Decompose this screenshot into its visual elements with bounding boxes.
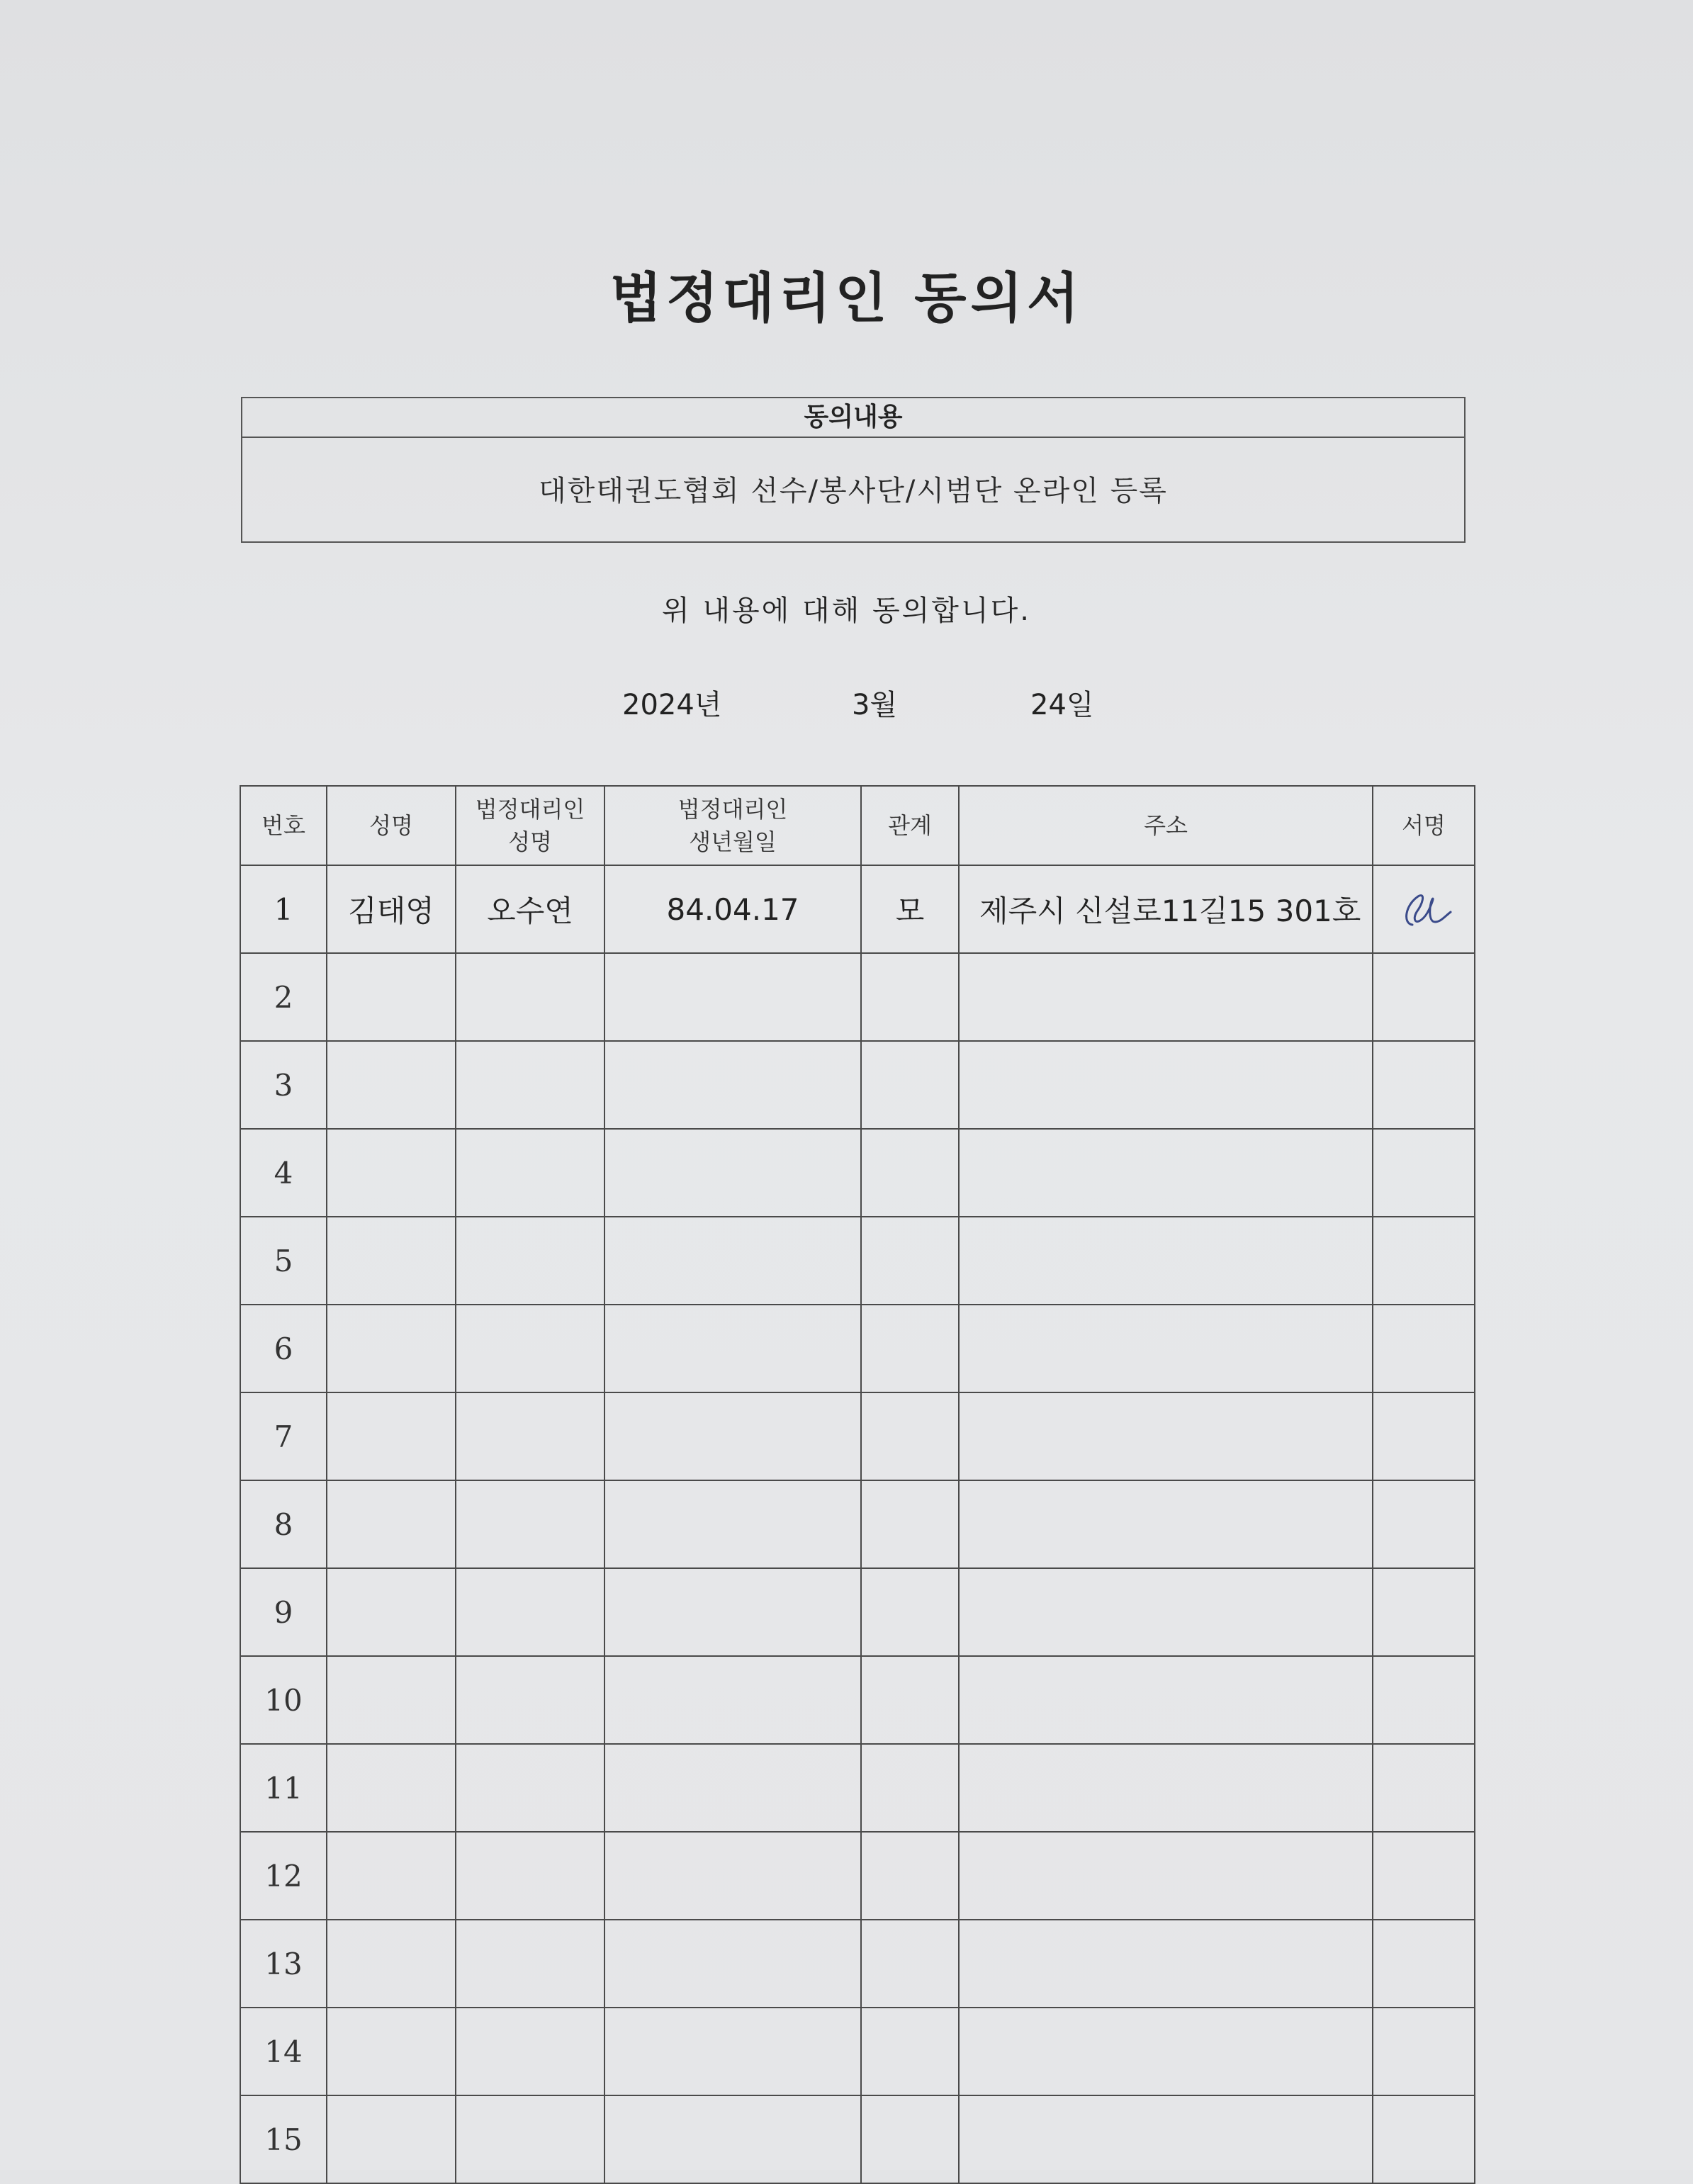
cell-number: 13 — [240, 1920, 327, 2008]
document-title: 법정대리인 동의서 — [609, 266, 1084, 330]
cell-relation — [861, 1920, 959, 2008]
cell-address — [959, 1217, 1373, 1305]
table-row — [240, 1392, 1475, 1480]
cell-relation — [861, 1392, 959, 1480]
cell-address — [959, 1568, 1373, 1656]
cell-guardian-name — [456, 1392, 604, 1480]
cell-relation — [861, 1744, 959, 1832]
cell-signature — [1373, 1129, 1475, 1217]
table-row — [240, 1832, 1475, 1920]
cell-number: 8 — [240, 1480, 327, 1568]
cell-number: 7 — [240, 1392, 327, 1480]
cell-guardian-name — [456, 2008, 604, 2095]
cell-guardian-name — [456, 2095, 604, 2183]
cell-signature — [1373, 1305, 1475, 1392]
cell-address — [959, 953, 1373, 1041]
table-body — [240, 865, 1475, 2183]
cell-name: 김태영 — [327, 865, 456, 953]
cell-guardian-birth: 84.04.17 — [604, 865, 861, 953]
cell-guardian-birth — [604, 1129, 861, 1217]
table-row — [240, 1568, 1475, 1656]
table-row — [240, 2008, 1475, 2095]
table-row — [240, 1129, 1475, 1217]
guardian-table — [240, 785, 1475, 2184]
cell-number: 10 — [240, 1656, 327, 1744]
cell-guardian-birth — [604, 1392, 861, 1480]
cell-guardian-name — [456, 953, 604, 1041]
cell-name — [327, 1392, 456, 1480]
table-row — [240, 1744, 1475, 1832]
header-guardian-birth: 법정대리인 생년월일 — [604, 786, 861, 865]
cell-name — [327, 2095, 456, 2183]
cell-guardian-birth — [604, 953, 861, 1041]
cell-guardian-birth — [604, 1920, 861, 2008]
cell-guardian-name: 오수연 — [456, 865, 604, 953]
header-name: 성명 — [327, 786, 456, 865]
cell-signature — [1373, 1920, 1475, 2008]
cell-guardian-name — [456, 1656, 604, 1744]
table-header-row — [240, 786, 1475, 865]
cell-guardian-birth — [604, 1305, 861, 1392]
cell-relation — [861, 1568, 959, 1656]
cell-relation — [861, 1305, 959, 1392]
cell-relation — [861, 953, 959, 1041]
cell-number: 9 — [240, 1568, 327, 1656]
cell-address — [959, 1656, 1373, 1744]
cell-address — [959, 1041, 1373, 1129]
cell-guardian-birth — [604, 1568, 861, 1656]
cell-relation — [861, 1656, 959, 1744]
cell-guardian-birth — [604, 1656, 861, 1744]
cell-relation — [861, 2095, 959, 2183]
cell-signature — [1373, 1480, 1475, 1568]
cell-guardian-birth — [604, 2008, 861, 2095]
cell-relation — [861, 1832, 959, 1920]
cell-number: 11 — [240, 1744, 327, 1832]
table-row — [240, 1920, 1475, 2008]
cell-address — [959, 1129, 1373, 1217]
cell-name — [327, 1217, 456, 1305]
cell-guardian-name — [456, 1568, 604, 1656]
cell-number: 3 — [240, 1041, 327, 1129]
cell-guardian-name — [456, 1305, 604, 1392]
cell-guardian-name — [456, 1744, 604, 1832]
cell-relation — [861, 1041, 959, 1129]
cell-name — [327, 1041, 456, 1129]
cell-number: 4 — [240, 1129, 327, 1217]
cell-name — [327, 1129, 456, 1217]
cell-number: 5 — [240, 1217, 327, 1305]
cell-number: 2 — [240, 953, 327, 1041]
table-row — [240, 1305, 1475, 1392]
cell-name — [327, 1832, 456, 1920]
cell-address — [959, 1920, 1373, 2008]
cell-number: 14 — [240, 2008, 327, 2095]
cell-address — [959, 2008, 1373, 2095]
table-row — [240, 1217, 1475, 1305]
table-row — [240, 2095, 1475, 2183]
table-row — [240, 865, 1475, 953]
cell-number: 1 — [240, 865, 327, 953]
cell-signature — [1373, 953, 1475, 1041]
date-month: 3월 — [852, 689, 898, 721]
cell-number: 15 — [240, 2095, 327, 2183]
table-row — [240, 1656, 1475, 1744]
cell-guardian-birth — [604, 1041, 861, 1129]
agreement-text: 대한태권도협회 선수/봉사단/시범단 온라인 등록 — [539, 475, 1168, 507]
cell-signature — [1373, 1832, 1475, 1920]
header-signature: 서명 — [1373, 786, 1475, 865]
cell-relation — [861, 1129, 959, 1217]
cell-guardian-name — [456, 1832, 604, 1920]
cell-name — [327, 1920, 456, 2008]
cell-signature — [1373, 1392, 1475, 1480]
header-number: 번호 — [240, 786, 327, 865]
cell-number: 12 — [240, 1832, 327, 1920]
cell-signature — [1373, 1568, 1475, 1656]
cell-guardian-name — [456, 1129, 604, 1217]
cell-address: 제주시 신설로11길15 301호 — [959, 865, 1373, 953]
cell-name — [327, 1744, 456, 1832]
date-year: 2024년 — [622, 689, 722, 721]
cell-name — [327, 2008, 456, 2095]
table-row — [240, 1480, 1475, 1568]
cell-signature — [1373, 1744, 1475, 1832]
table-row — [240, 1041, 1475, 1129]
header-relation: 관계 — [861, 786, 959, 865]
table-row — [240, 953, 1475, 1041]
cell-signature — [1373, 2095, 1475, 2183]
guardian-table-wrapper — [240, 785, 1474, 2184]
cell-name — [327, 953, 456, 1041]
cell-relation: 모 — [861, 865, 959, 953]
cell-guardian-birth — [604, 1832, 861, 1920]
cell-signature — [1373, 865, 1475, 953]
cell-signature — [1373, 1217, 1475, 1305]
agreement-header: 동의내용 — [242, 398, 1464, 438]
cell-guardian-birth — [604, 1744, 861, 1832]
agreement-box — [241, 397, 1466, 543]
cell-address — [959, 1392, 1373, 1480]
cell-guardian-name — [456, 1480, 604, 1568]
cell-name — [327, 1568, 456, 1656]
cell-relation — [861, 1217, 959, 1305]
cell-signature — [1373, 1041, 1475, 1129]
cell-relation — [861, 1480, 959, 1568]
header-guardian-name: 법정대리인 성명 — [456, 786, 604, 865]
signature-icon — [1373, 881, 1474, 938]
cell-guardian-name — [456, 1217, 604, 1305]
cell-relation — [861, 2008, 959, 2095]
cell-number: 6 — [240, 1305, 327, 1392]
consent-statement: 위 내용에 대해 동의합니다. — [662, 595, 1031, 627]
cell-address — [959, 1305, 1373, 1392]
cell-name — [327, 1305, 456, 1392]
cell-name — [327, 1656, 456, 1744]
cell-address — [959, 1832, 1373, 1920]
cell-address — [959, 1744, 1373, 1832]
date-day: 24일 — [1030, 689, 1094, 721]
header-address: 주소 — [959, 786, 1373, 865]
cell-guardian-birth — [604, 2095, 861, 2183]
cell-signature — [1373, 2008, 1475, 2095]
cell-address — [959, 1480, 1373, 1568]
cell-name — [327, 1480, 456, 1568]
cell-signature — [1373, 1656, 1475, 1744]
cell-address — [959, 2095, 1373, 2183]
cell-guardian-birth — [604, 1217, 861, 1305]
cell-guardian-name — [456, 1041, 604, 1129]
cell-guardian-birth — [604, 1480, 861, 1568]
cell-guardian-name — [456, 1920, 604, 2008]
